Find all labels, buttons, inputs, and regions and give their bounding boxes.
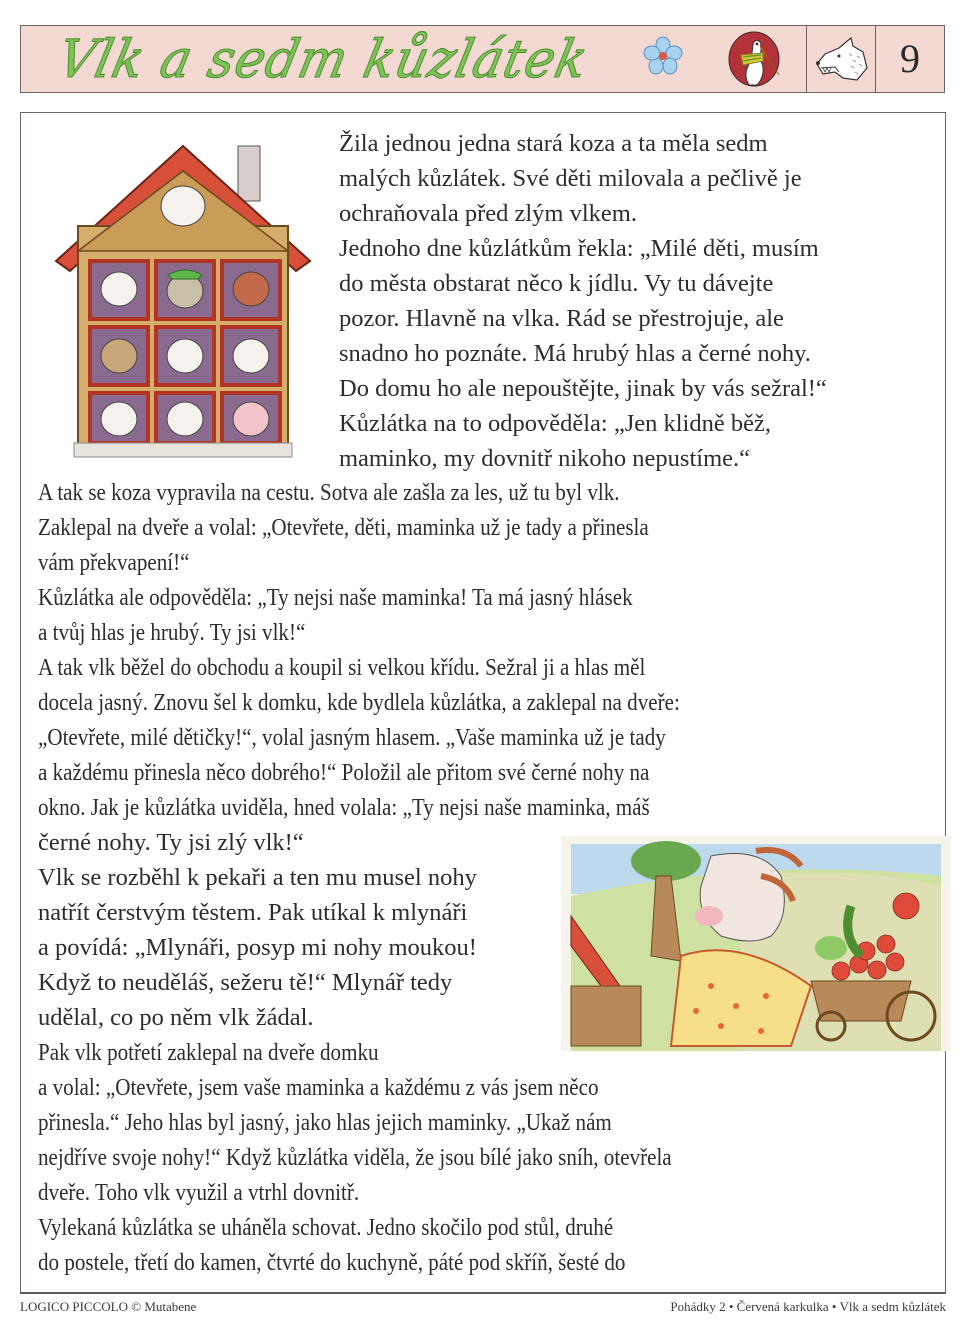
story-line: a volal: „Otevřete, jsem vaše maminka a každému z vás jsem něco: [38, 1074, 599, 1101]
story-line: a tvůj hlas je hrubý. Ty jsi vlk!“: [38, 619, 306, 646]
story-line: a každému přinesla něco dobrého!“ Položil ale přitom své černé nohy na: [38, 759, 650, 786]
story-line: Zaklepal na dveře a volal: „Otevřete, děti, maminka už je tady a přinesla: [38, 514, 649, 541]
story-line: malých kůzlátek. Své děti milovala a pečlivě je: [339, 165, 802, 192]
story-line: dveře. Toho vlk využil a vtrhl dovnitř.: [38, 1179, 360, 1206]
wolf-head-icon: [813, 34, 871, 84]
story-line: vám překvapení!“: [38, 549, 190, 576]
story-line: Vlk se rozběhl k pekaři a ten mu musel nohy: [38, 864, 477, 891]
story-side-last: [38, 1035, 379, 1070]
goat-illustration: [561, 836, 951, 1051]
story-line: Žila jednou jedna stará koza a ta měla sedm: [339, 130, 768, 157]
story-line: Pak vlk potřetí zaklepal na dveře domku: [38, 1039, 379, 1066]
story-line: Do domu ho ale nepouštějte, jinak by vás sežral!“: [339, 375, 827, 402]
page-number: 9: [900, 36, 920, 81]
story-title: Vlk a sedm kůzlátek: [52, 28, 594, 90]
story-line: maminko, my dovnitř nikoho nepustíme.“: [339, 445, 751, 472]
story-line: snadno ho poznáte. Má hrubý hlas a černé nohy.: [339, 340, 811, 367]
story-intro: [339, 126, 827, 476]
story-line: okno. Jak je kůzlátka uviděla, hned volala: „Ty nejsi naše maminka, máš: [38, 794, 650, 821]
publisher-credit: LOGICO PICCOLO © Mutabene: [20, 1299, 197, 1314]
story-side: [38, 825, 477, 1035]
story-line: Kůzlátka na to odpověděla: „Jen klidně běž,: [339, 410, 771, 437]
story-line: černé nohy. Ty jsi zlý vlk!“: [38, 829, 304, 856]
story-line: Když to neuděláš, sežeru tě!“ Mlynář tedy: [38, 969, 453, 996]
story-line: udělal, co po něm vlk žádal.: [38, 1004, 314, 1031]
title-band: [20, 25, 945, 93]
story-line: pozor. Hlavně na vlka. Rád se přestrojuje, ale: [339, 305, 784, 332]
story-line: nejdříve svoje nohy!“ Když kůzlátka viděla, že jsou bílé jako sníh, otevřela: [38, 1144, 672, 1171]
page-footer: [20, 1299, 946, 1317]
story-line: Vylekaná kůzlátka se uháněla schovat. Jedno skočilo pod stůl, druhé: [38, 1214, 614, 1241]
story-middle: [38, 475, 680, 825]
book-series-info: Pohádky 2 • Červená karkulka • Vlk a sedm kůzlátek: [670, 1299, 946, 1314]
story-line: do postele, třetí do kamen, čtvrté do kuchyně, páté pod skříň, šesté do: [38, 1249, 626, 1276]
story-line: Kůzlátka ale odpověděla: „Ty nejsi naše maminka! Ta má jasný hlásek: [38, 584, 633, 611]
story-line: A tak se koza vypravila na cestu. Sotva ale zašla za les, už tu byl vlk.: [38, 479, 620, 506]
story-line: A tak vlk běžel do obchodu a koupil si velkou křídu. Sežral ji a hlas měl: [38, 654, 646, 681]
forget-me-not-flower-icon: [643, 36, 683, 76]
story-line: Jednoho dne kůzlátkům řekla: „Milé děti, musím: [339, 235, 819, 262]
story-line: přinesla.“ Jeho hlas byl jasný, jako hlas jejich maminky. „Ukaž nám: [38, 1109, 612, 1136]
story-end: [38, 1070, 672, 1280]
stork-with-scarf-icon: [727, 31, 781, 87]
story-line: natřít čerstvým těstem. Pak utíkal k mlynáři: [38, 899, 468, 926]
story-box: [20, 112, 946, 1294]
story-emblem: [806, 26, 876, 92]
story-line: do města obstarat něco k jídlu. Vy tu dávejte: [339, 270, 774, 297]
story-line: a povídá: „Mlynáři, posyp mi nohy moukou!: [38, 934, 477, 961]
story-line: ochraňovala před zlým vlkem.: [339, 200, 637, 227]
story-line: „Otevřete, milé dětičky!“, volal jasným hlasem. „Vaše maminka už je tady: [38, 724, 666, 751]
series-emblem: [721, 26, 806, 92]
story-line: docela jasný. Znovu šel k domku, kde bydlela kůzlátka, a zaklepal na dveře:: [38, 689, 680, 716]
house-illustration: [38, 131, 328, 461]
